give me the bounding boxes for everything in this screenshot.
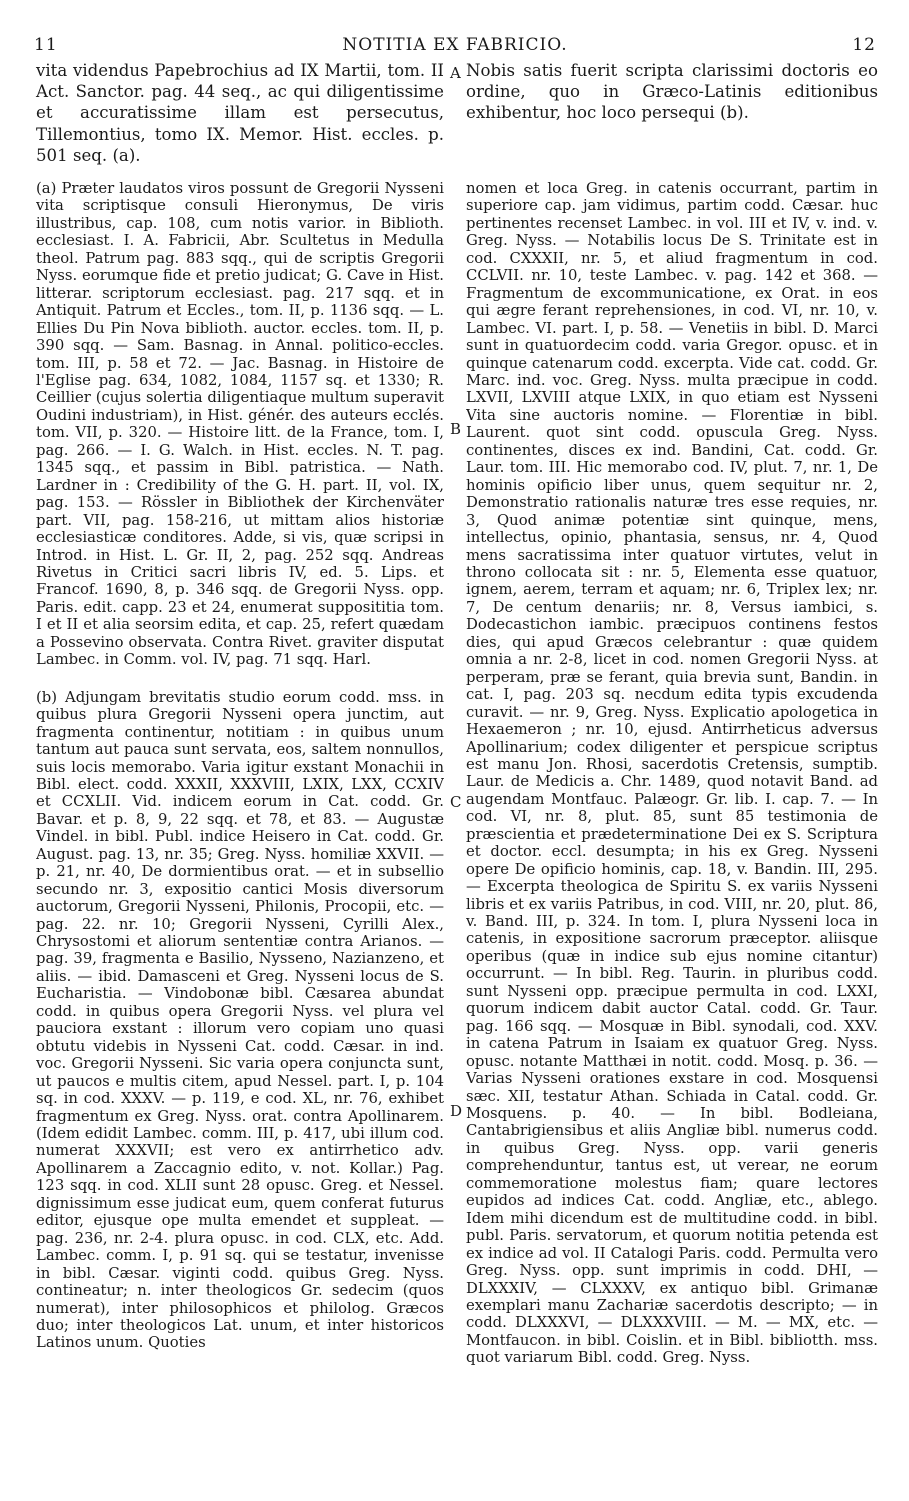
left-paragraph: vita videndus Papebrochius ad IX Martii, tom. II Act. Sanctor. pag. 44 seq., ac qui diligentissime et accuratissime illam est persecutus, Tillemontius, tomo IX. Memor. Hist. eccles. p. 501 seq. (a). bbox=[36, 61, 444, 165]
page-number-right: 12 bbox=[852, 35, 876, 55]
left-footnotes bbox=[36, 180, 444, 1466]
page-header bbox=[34, 35, 876, 59]
footnote-continuation: nomen et loca Greg. in catenis occurrant, partim in superiore cap. jam vidimus, partim codd. Cæsar. huc pertinentes recenset Lambec. in vol. III et IV, v. ind. v. Greg. Nyss. — Notabilis locus De S. Trinitate est in cod. CXXXII, nr. 5, et aliud fragmentum in cod. CCLVII. nr. 10, teste Lambec. v. pag. 142 et 368. — Fragmentum de excommunicatione, ex Orat. in eos qui ægre ferant reprehensiones, in cod. VI, nr. 10, v. Lambec. VI. part. I, p. 58. — Venetiis in bibl. D. Marci sunt in quatuordecim codd. varia Gregor. opusc. et in quinque catenarum codd. excerpta. Vide cat. codd. Gr. Marc. ind. voc. Greg. Nyss. multa præcipue in codd. LXVII, LXVIII atque LXIX, in quo etiam est Nysseni Vita sine auctoris nomine. — Florentiæ in bibl. Laurent. quot sint codd. opuscula Greg. Nyss. continentes, disces ex ind. Bandini, Cat. codd. Gr. Laur. tom. III. Hic memorabo cod. IV, plut. 7, nr. 1, De hominis opificio liber unus, quem sequitur nr. 2, Demonstratio rationalis naturæ tres esse requies, nr. 3, Quod animæ potentiæ sint quinque, mens, intellectus, opinio, phantasia, sensus, nr. 4, Quod mens sacratissima inter quatuor virtutes, velut in throno collocata sit : nr. 5, Elementa esse quatuor, ignem, aerem, terram et aquam; nr. 6, Triplex lex; nr. 7, De centum denariis; nr. 8, Versus iambici, s. Dodecastichon iambic. præcipuos continens festos dies, qui apud Græcos celebrantur : quæ quidem omnia a nr. 2-8, licet in cod. nomen Gregorii Nyss. at perperam, præ se ferant, quia brevia sunt, Bandin. in cat. I, pag. 203 sq. necdum edita typis excudenda curavit. — nr. 9, Greg. Nyss. Explicatio apologetica in Hexaemeron ; nr. 10, ejusd. Antirrheticus adversus Apollinarium; codex diligenter et perspicue scriptus est manu Jon. Rhosi, sacerdotis Cretensis, sumptib. Laur. de Medicis a. Chr. 1489, quod notavit Band. ad augendam Montfauc. Palæogr. Gr. lib. I. cap. 7. — In cod. VI, nr. 8, plut. 85, sunt 85 testimonia de præscientia et prædeterminatione Dei ex S. Scriptura et doctor. eccl. desumpta; in his ex Greg. Nysseni opere De opificio hominis, cap. 18, v. Bandin. III, 295. — Excerpta theologica de Spiritu S. ex variis Nysseni libris et ex variis Patribus, in cod. VIII, nr. 20, plut. 86, v. Band. III, p. 324. In tom. I, plura Nysseni loca in catenis, in expositione sacrorum præceptor. aliisque operibus (quæ in indice sub ejus nomine citantur) occurrunt. — In bibl. Reg. Taurin. in pluribus codd. sunt Nysseni opp. præcipue permulta in cod. LXXI, quorum indicem dabit auctor Catal. codd. Gr. Taur. pag. 166 sqq. — Mosquæ in Bibl. synodali, cod. XXV. in catena Patrum in Isaiam ex quatuor Greg. Nyss. opusc. notante Matthæi in notit. codd. Mosq. p. 36. — Varias Nysseni orationes exstare in cod. Mosquensi sæc. XII, testatur Athan. Schiada in Catal. codd. Gr. Mosquens. p. 40. — In bibl. Bodleiana, Cantabrigiensibus et aliis Angliæ bibl. numerus codd. in quibus Greg. Nyss. opp. varii generis comprehenduntur, tantus est, ut verear, ne eorum commemoratione molestus fiam; quare lectores eupidos ad indices Cat. codd. Angliæ, etc., ablego. Idem mihi dicendum est de multitudine codd. in bibl. publ. Paris. servatorum, et quorum notitia petenda est ex indice ad vol. II Catalogi Paris. codd. Permulta vero Greg. Nyss. opp. sunt imprimis in codd. DHI, — DLXXXIV, — CLXXXV, ex antiquo bibl. Grimanæ exemplari manu Zachariæ sacerdotis descripto; — in codd. DLXXXVI, — DLXXXVIII. — M. — MX, etc. — Montfaucon. in bibl. Coislin. et in Bibl. bibliotth. mss. quot variarum Bibl. codd. Greg. Nyss. bbox=[466, 180, 878, 1367]
running-title: NOTITIA EX FABRICIO. bbox=[342, 35, 568, 55]
page-number-left: 11 bbox=[34, 35, 58, 55]
margin-letter-b: B bbox=[450, 420, 462, 438]
margin-letter-a: A bbox=[450, 64, 461, 82]
right-paragraph: Nobis satis fuerit scripta clarissimi doctoris eo ordine, quo in Græco-Latinis editionibus exhibentur, hoc loco persequi (b). bbox=[466, 61, 878, 123]
left-main-text bbox=[36, 60, 444, 166]
right-main-text bbox=[466, 60, 878, 124]
footnote-b: (b) Adjungam brevitatis studio eorum codd. mss. in quibus plura Gregorii Nysseni opera junctim, aut fragmenta continentur, notitiam : in quibus unum tantum aut pauca sunt servata, eos, saltem nonnullos, suis locis memorabo. Varia igitur exstant Monachii in Bibl. elect. codd. XXXII, XXXVIII, LXIX, LXX, CCXIV et CCXLII. Vid. indicem eorum in Cat. codd. Gr. Bavar. et p. 8, 9, 22 sqq. et 78, et 83. — Augustæ Vindel. in bibl. Publ. indice Heisero in Cat. codd. Gr. August. pag. 13, nr. 35; Greg. Nyss. homiliæ XXVII. — p. 21, nr. 40, De dormientibus orat. — et in subsellio secundo nr. 3, expositio cantici Mosis diversorum auctorum, Gregorii Nysseni, Philonis, Procopii, etc. — pag. 22. nr. 10; Gregorii Nysseni, Cyrilli Alex., Chrysostomi et aliorum sententiæ contra Arianos. — pag. 39, fragmenta e Basilio, Nysseno, Nazianzeno, et aliis. — ibid. Damasceni et Greg. Nysseni locus de S. Eucharistia. — Vindobonæ bibl. Cæsarea abundat codd. in quibus opera Gregorii Nyss. vel plura vel pauciora exstant : illorum vero copiam uno quasi obtutu videbis in Nysseni Cat. codd. Cæsar. in ind. voc. Gregorii Nysseni. Sic varia opera conjuncta sunt, ut paucos e multis citem, apud Nessel. part. I, p. 104 sq. in cod. XXXV. — p. 119, e cod. XL, nr. 76, exhibet fragmentum ex Greg. Nyss. orat. contra Apollinarem. (Idem edidit Lambec. comm. III, p. 417, ubi illum cod. numerat XXXVII; est vero ex antirrhetico adv. Apollinarem a Zaccagnio edito, v. not. Kollar.) Pag. 123 sqq. in cod. XLII sunt 28 opusc. Greg. et Nessel. dignissimum esse judicat eum, quem conferat futurus editor, ejusque ope multa emendet et suppleat. — pag. 236, nr. 2-4. plura opusc. in cod. CLX, etc. Add. Lambec. comm. I, p. 91 sq. qui se testatur, invenisse in bibl. Cæsar. viginti codd. quibus Greg. Nyss. contineatur; n. inter theologicos Gr. sedecim (quos numerat), inter philosophicos et philolog. Græcos duo; inter theologicos Lat. unum, et inter historicos Latinos unum. Quoties bbox=[36, 688, 444, 1352]
margin-letter-d: D bbox=[450, 1102, 463, 1120]
footnote-a: (a) Præter laudatos viros possunt de Gregorii Nysseni vita scriptisque consuli Hieronymus, De viris illustribus, cap. 108, cum notis varior. in Biblioth. ecclesiast. I. A. Fabricii, Abr. Scultetus in Medulla theol. Patrum pag. 883 sqq., qui de scriptis Gregorii Nyss. eorumque fide et pretio judicat; G. Cave in Hist. litterar. scriptorum ecclesiast. pag. 217 sqq. et in Antiquit. Patrum et Eccles., tom. II, p. 1136 sqq. — L. Ellies Du Pin Nova biblioth. auctor. eccles. tom. II, p. 390 sqq. — Sam. Basnag. in Annal. politico-eccles. tom. III, p. 58 et 72. — Jac. Basnag. in Histoire de l'Eglise pag. 634, 1082, 1084, 1157 sq. et 1330; R. Ceillier (cujus solertia diligentiaque multum superavit Oudini industriam), in Hist. génér. des auteurs ecclés. tom. VII, p. 320. — Histoire litt. de la France, tom. I, pag. 266. — I. G. Walch. in Hist. eccles. N. T. pag. 1345 sqq., et passim in Bibl. patristica. — Nath. Lardner in : Credibility of the G. H. part. II, vol. IX, pag. 153. — Rössler in Bibliothek der Kirchenväter part. VII, pag. 158-216, ut mittam alios historiæ ecclesiasticæ conditores. Adde, si vis, quæ scripsi in Introd. in Hist. L. Gr. II, 2, pag. 252 sqq. Andreas Rivetus in Critici sacri libris IV, ed. 5. Lips. et Francof. 1690, 8, p. 346 sqq. de Gregorii Nyss. opp. Paris. edit. capp. 23 et 24, enumerat supposititia tom. I et II et alia seorsim edita, et cap. 25, refert quædam a Possevino observata. Contra Rivet. graviter disputat Lambec. in Comm. vol. IV, pag. 71 sqq. Harl. bbox=[36, 180, 444, 669]
margin-letter-c: C bbox=[450, 793, 462, 811]
right-footnotes bbox=[466, 180, 878, 1486]
